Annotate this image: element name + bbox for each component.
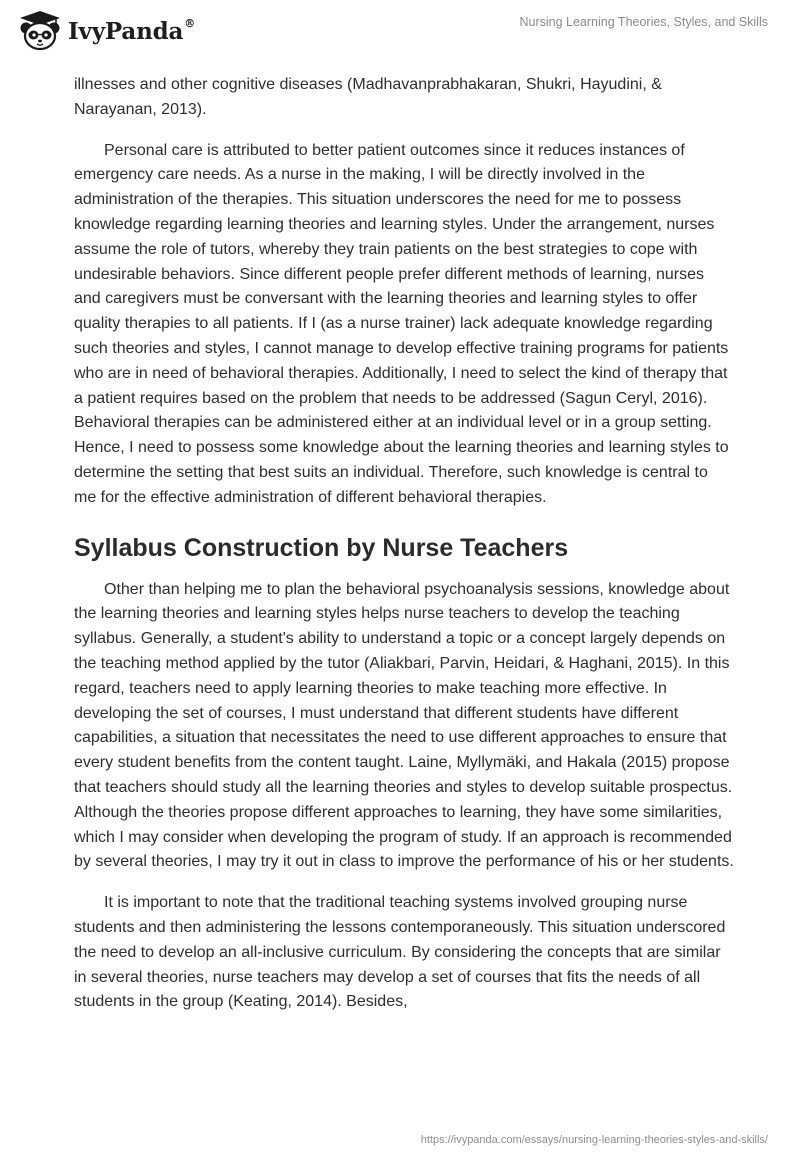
registered-mark: ® xyxy=(184,16,195,30)
paragraph-continuation: illnesses and other cognitive diseases (Madhavanprabhakaran, Shukri, Hayudini, & Narayanan, 2013). xyxy=(74,76,662,118)
paragraph-personal-care: Personal care is attributed to better patient outcomes since it reduces instances of emergency care needs. As a nurse in the making, I will be directly involved in the administration of the therapies. This situation underscores the need for me to possess knowledge regarding learning theories and learning styles. Under the arrangement, nurses assume the role of tutors, whereby they train patients on the best strategies to cope with undesirable behaviors. Since different people prefer different methods of learning, nurses and caregivers must be conversant with the learning theories and learning styles to offer quality therapies to all patients. If I (as a nurse trainer) lack adequate knowledge regarding such theories and styles, I cannot manage to develop effective training programs for patients who are in need of behavioral therapies. Additionally, I need to select the kind of therapy that a patient requires based on the problem that needs to be addressed (Sagun Ceryl, 2016). Behavioral therapies can be administered either at an individual level or in a group setting. Hence, I need to possess some knowledge about the learning theories and learning styles to determine the setting that best suits an individual. Therefore, such knowledge is central to me for the effective administration of different behavioral therapies. xyxy=(74,141,729,506)
page-header xyxy=(0,0,800,62)
panda-graduate-icon xyxy=(16,8,64,52)
essay-content xyxy=(74,73,734,1031)
paragraph-traditional-teaching: It is important to note that the traditional teaching systems involved grouping nurse students and then administering the lessons contemporaneously. This situation underscored the need to develop an all-inclusive curriculum. By considering the concepts that are similar in several theories, nurse teachers may develop a set of courses that fits the needs of all students in the group (Keating, 2014). Besides, xyxy=(74,894,726,1011)
ivypanda-logo[interactable] xyxy=(16,8,195,52)
section-heading: Syllabus Construction by Nurse Teachers xyxy=(74,533,569,562)
brand-name: IvyPanda® xyxy=(68,16,195,45)
paragraph-syllabus: Other than helping me to plan the behavioral psychoanalysis sessions, knowledge about the learning theories and learning styles helps nurse teachers to develop the teaching syllabus. Generally, a student's ability to understand a topic or a concept largely depends on the teaching method applied by the tutor (Aliakbari, Parvin, Heidari, & Haghani, 2015). In this regard, teachers need to apply learning theories to make teaching more effective. In developing the set of courses, I must understand that different students have different capabilities, a situation that necessitates the need to use different approaches to ensure that every student benefits from the content taught. Laine, Myllymäki, and Hakala (2015) propose that teachers should study all the learning theories and styles to develop suitable prospectus. Although the theories propose different approaches to learning, they have some similarities, which I may consider when developing the program of study. If an approach is recommended by several theories, I may try it out in class to improve the performance of his or her students. xyxy=(74,580,734,871)
document-title: Nursing Learning Theories, Styles, and Skills xyxy=(519,15,768,29)
footer-source-url[interactable]: https://ivypanda.com/essays/nursing-learning-theories-styles-and-skills/ xyxy=(420,1134,768,1146)
